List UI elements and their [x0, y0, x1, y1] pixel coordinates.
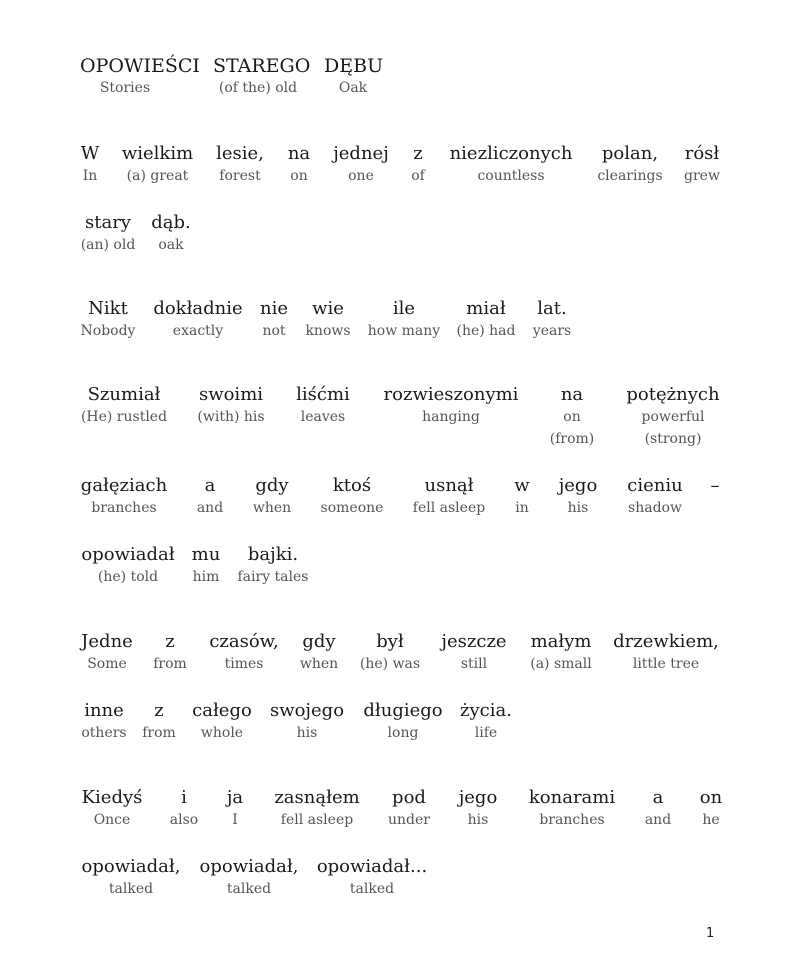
english-gloss: on [290, 168, 308, 184]
polish-word: STAREGO [213, 55, 311, 77]
polish-word: i [181, 787, 187, 808]
word-pair [365, 298, 443, 342]
polish-word: gdy [255, 475, 289, 496]
word-pair [80, 143, 100, 187]
english-gloss: under [388, 812, 430, 828]
word-pair [330, 143, 392, 187]
word-pair [316, 475, 388, 519]
polish-word: lat. [537, 298, 567, 319]
word-pair [80, 631, 134, 675]
polish-word: zasnąłem [274, 787, 360, 808]
polish-word: z [154, 700, 164, 721]
word-pair [304, 298, 352, 342]
word-pair [524, 787, 620, 831]
english-gloss: on [563, 409, 581, 425]
polish-word: z [413, 143, 423, 164]
word-pair [458, 700, 514, 744]
word-pair [640, 787, 676, 831]
polish-word: Nikt [88, 298, 128, 319]
english-gloss: (a) great [126, 168, 189, 184]
english-gloss: years [532, 323, 572, 339]
polish-word: OPOWIEŚCI [80, 55, 200, 77]
word-pair [447, 143, 575, 187]
polish-word: opowiadał, [199, 856, 299, 877]
polish-word: na [287, 143, 311, 164]
english-gloss: and [196, 500, 224, 516]
polish-word: ile [392, 298, 416, 319]
word-pair [80, 700, 128, 744]
polish-word: wie [312, 298, 344, 319]
polish-word: swoimi [198, 384, 264, 405]
word-pair [80, 55, 200, 99]
english-gloss: In [82, 168, 98, 184]
polish-word: niezliczonych [449, 143, 573, 164]
english-gloss: not [262, 323, 286, 339]
english-gloss: Nobody [80, 323, 136, 339]
word-pair [510, 475, 534, 519]
word-pair [80, 212, 136, 256]
word-pair [294, 631, 344, 675]
word-pair [408, 475, 490, 519]
english-gloss: I [232, 812, 238, 828]
word-pair [150, 298, 246, 342]
word-pair [546, 384, 598, 450]
polish-word: gdy [302, 631, 336, 652]
english-gloss: (he) told [97, 569, 159, 585]
polish-word: wielkim [121, 143, 194, 164]
word-pair [258, 298, 290, 342]
polish-word: polan, [601, 143, 659, 164]
polish-word: dąb. [151, 212, 191, 233]
english-gloss: shadow [628, 500, 682, 516]
polish-word: pod [392, 787, 426, 808]
polish-word: Szumiał [87, 384, 161, 405]
word-pair [140, 700, 178, 744]
english-gloss: powerful [641, 409, 705, 425]
word-pair [150, 212, 192, 256]
english-gloss: of [411, 168, 425, 184]
english-gloss: (an) old [80, 237, 136, 253]
english-gloss: he [702, 812, 720, 828]
word-pair [215, 143, 265, 187]
polish-word: jego [458, 787, 498, 808]
word-pair [80, 856, 182, 900]
polish-word: jeszcze [441, 631, 507, 652]
english-gloss-alt: (from) [549, 431, 595, 447]
word-pair [270, 787, 364, 831]
english-gloss: him [192, 569, 220, 585]
polish-word: opowiadał... [316, 856, 428, 877]
page-number: 1 [706, 926, 715, 941]
word-pair [380, 384, 522, 428]
english-gloss: from [153, 656, 187, 672]
english-gloss: clearings [597, 168, 663, 184]
polish-word: DĘBU [324, 55, 384, 77]
word-pair [524, 631, 598, 675]
english-gloss: (he) was [359, 656, 421, 672]
english-gloss-alt: (strong) [644, 431, 702, 447]
english-gloss: (He) rustled [80, 409, 168, 425]
english-gloss: Oak [338, 80, 368, 96]
word-pair [80, 787, 144, 831]
english-gloss: fell asleep [412, 500, 486, 516]
polish-word: on [699, 787, 723, 808]
word-pair [624, 384, 722, 450]
polish-word: mu [191, 544, 221, 565]
polish-word: stary [85, 212, 131, 233]
polish-word: w [514, 475, 530, 496]
word-pair [234, 544, 312, 588]
word-pair [120, 143, 195, 187]
word-pair [356, 631, 424, 675]
word-pair [554, 475, 602, 519]
polish-word: miał [466, 298, 506, 319]
english-gloss: his [296, 725, 318, 741]
english-gloss: (a) small [530, 656, 592, 672]
word-pair [80, 544, 176, 588]
polish-word: gałęziach [80, 475, 168, 496]
polish-word: jednej [333, 143, 389, 164]
english-gloss: forest [219, 168, 261, 184]
polish-word: był [376, 631, 404, 652]
polish-word: opowiadał [81, 544, 175, 565]
english-gloss: his [467, 812, 489, 828]
word-pair [360, 700, 446, 744]
polish-word: bajki. [247, 544, 299, 565]
polish-word: Jedne [81, 631, 133, 652]
polish-word: swojego [269, 700, 345, 721]
english-gloss: whole [200, 725, 244, 741]
polish-word: rósł [684, 143, 720, 164]
english-gloss: talked [226, 881, 272, 897]
word-pair [292, 384, 354, 428]
word-pair [408, 143, 428, 187]
english-gloss: little tree [632, 656, 700, 672]
english-gloss: hanging [422, 409, 480, 425]
polish-word: dokładnie [153, 298, 243, 319]
word-pair [455, 298, 517, 342]
english-gloss: from [142, 725, 176, 741]
polish-word: jego [558, 475, 598, 496]
english-gloss: one [348, 168, 374, 184]
english-gloss: fell asleep [280, 812, 354, 828]
polish-word: a [204, 475, 216, 496]
polish-word: długiego [363, 700, 443, 721]
polish-word: inne [84, 700, 124, 721]
english-gloss: when [252, 500, 292, 516]
word-pair [694, 787, 728, 831]
english-gloss: Once [93, 812, 131, 828]
polish-word: – [710, 475, 720, 496]
english-gloss: exactly [172, 323, 224, 339]
polish-word: opowiadał, [81, 856, 181, 877]
english-gloss: long [387, 725, 419, 741]
english-gloss: others [81, 725, 127, 741]
word-pair [192, 475, 228, 519]
word-pair [268, 700, 346, 744]
english-gloss: life [474, 725, 498, 741]
word-pair [454, 787, 502, 831]
english-gloss: Stories [99, 80, 151, 96]
polish-word: W [80, 143, 100, 164]
polish-word: usnął [424, 475, 474, 496]
word-pair [610, 631, 722, 675]
polish-word: rozwieszonymi [383, 384, 519, 405]
english-gloss: (with) his [197, 409, 265, 425]
english-gloss: talked [108, 881, 154, 897]
polish-word: a [652, 787, 664, 808]
word-pair [530, 298, 574, 342]
polish-word: małym [530, 631, 592, 652]
polish-word: potężnych [626, 384, 720, 405]
word-pair [382, 787, 436, 831]
word-pair [198, 856, 300, 900]
word-pair [622, 475, 688, 519]
english-gloss: someone [320, 500, 384, 516]
polish-word: na [560, 384, 584, 405]
word-pair [150, 631, 190, 675]
word-pair [213, 55, 311, 99]
polish-word: całego [192, 700, 252, 721]
polish-word: Kiedyś [81, 787, 143, 808]
word-pair [80, 384, 168, 428]
polish-word: ktoś [332, 475, 372, 496]
word-pair [438, 631, 510, 675]
english-gloss: his [567, 500, 589, 516]
word-pair [324, 55, 382, 99]
polish-word: liśćmi [296, 384, 350, 405]
english-gloss: Some [87, 656, 127, 672]
english-gloss: countless [477, 168, 545, 184]
word-pair [194, 384, 268, 428]
english-gloss: grew [684, 168, 720, 184]
polish-word: drzewkiem, [613, 631, 719, 652]
english-gloss: also [169, 812, 199, 828]
word-pair [708, 475, 722, 497]
english-gloss: fairy tales [237, 569, 309, 585]
polish-word: życia. [460, 700, 512, 721]
english-gloss: (he) had [456, 323, 516, 339]
polish-word: nie [259, 298, 288, 319]
english-gloss: in [515, 500, 529, 516]
polish-word: lesie, [216, 143, 264, 164]
word-pair [80, 298, 136, 342]
word-pair [190, 700, 254, 744]
word-pair [80, 475, 168, 519]
english-gloss: oak [158, 237, 184, 253]
polish-word: z [165, 631, 175, 652]
english-gloss: still [460, 656, 488, 672]
english-gloss: (of the) old [218, 80, 298, 96]
polish-word: cieniu [627, 475, 683, 496]
polish-word: konarami [528, 787, 616, 808]
word-pair [166, 787, 202, 831]
word-pair [316, 856, 428, 900]
word-pair [206, 631, 282, 675]
english-gloss: times [224, 656, 264, 672]
english-gloss: and [644, 812, 672, 828]
english-gloss: how many [367, 323, 441, 339]
word-pair [188, 544, 224, 588]
word-pair [594, 143, 666, 187]
polish-word: czasów, [209, 631, 279, 652]
english-gloss: knows [305, 323, 351, 339]
english-gloss: leaves [300, 409, 346, 425]
english-gloss: branches [539, 812, 605, 828]
english-gloss: branches [91, 500, 157, 516]
word-pair [218, 787, 252, 831]
polish-word: ja [226, 787, 244, 808]
word-pair [682, 143, 722, 187]
english-gloss: talked [349, 881, 395, 897]
word-pair [248, 475, 296, 519]
word-pair [285, 143, 313, 187]
english-gloss: when [299, 656, 339, 672]
